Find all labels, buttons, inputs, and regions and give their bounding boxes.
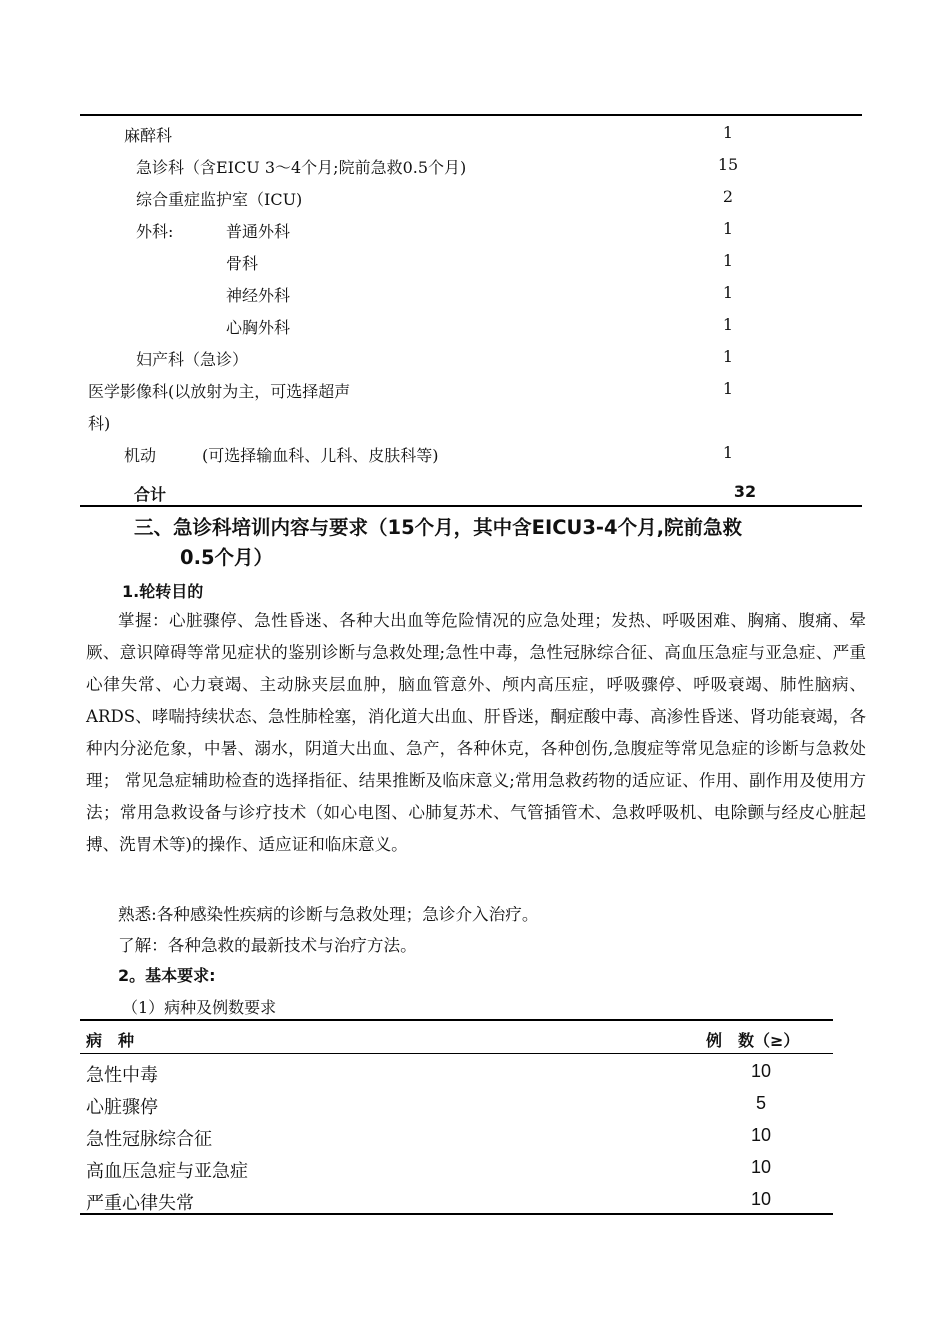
row-neurosurgery-label: 神经外科 — [226, 286, 291, 305]
total-label: 合计 — [134, 485, 167, 504]
row-icu-months: 2 — [722, 187, 734, 206]
total-value: 32 — [733, 482, 757, 501]
row-orthopedics-label: 骨科 — [226, 254, 259, 273]
case-row-count: 10 — [750, 1189, 772, 1209]
row-emergency-months: 15 — [717, 155, 739, 174]
row-emergency-label: 急诊科（含EICU 3～4个月;院前急救0.5个月) — [136, 158, 467, 177]
case-row-count: 5 — [755, 1093, 766, 1113]
case-row-disease: 严重心律失常 — [86, 1193, 194, 1213]
case-table-top-rule — [80, 1019, 833, 1021]
case-table-header-rule — [80, 1053, 833, 1054]
understand-paragraph: 了解：各种急救的最新技术与治疗方法。 — [118, 936, 417, 955]
case-row-count: 10 — [750, 1125, 772, 1145]
basic-requirements-heading: 2。基本要求: — [118, 966, 216, 985]
row-neurosurgery-months: 1 — [722, 283, 734, 302]
row-imaging-label-line2: 科) — [88, 414, 111, 433]
row-icu-label: 综合重症监护室（ICU) — [136, 190, 303, 209]
row-surgery-label: 外科: — [136, 222, 174, 241]
goal-heading: 1.轮转目的 — [122, 582, 204, 601]
section-title-line2: 0.5个月） — [180, 546, 274, 569]
case-table-header-disease: 病 种 — [86, 1031, 135, 1050]
case-row-disease: 心脏骤停 — [86, 1097, 158, 1117]
row-imaging-label-line1: 医学影像科(以放射为主，可选择超声 — [88, 382, 351, 401]
row-orthopedics-months: 1 — [722, 251, 734, 270]
case-row-count: 10 — [750, 1061, 772, 1081]
row-general-surgery-months: 1 — [722, 219, 734, 238]
master-text: 掌握：心脏骤停、急性昏迷、各种大出血等危险情况的应急处理；发热、呼吸困难、胸痛、腹痛、晕厥、意识障碍等常见症状的鉴别诊断与急救处理;急性中毒，急性冠脉综合征、高血压急症与亚急症、严重心律失常、心力衰竭、主动脉夹层血肿，脑血管意外、颅内高压症，呼吸骤停、呼吸衰竭、肺性脑病、ARDS、哮喘持续状态、急性肺栓塞，消化道大出血、肝昏迷，酮症酸中毒、高渗性昏迷、肾功能衰竭，各种内分泌危象，中暑、溺水，阴道大出血、急产，各种休克，各种创伤,急腹症等常见急症的诊断与急救处理； 常见急症辅助检查的选择指征、结果推断及临床意义;常用急救药物的适应证、作用、副作用及使用方法；常用急救设备与诊疗技术（如心电图、心肺复苏术、气管插管术、急救呼吸机、电除颤与经皮心脏起搏、洗胃术等)的操作、适应证和临床意义。 — [86, 611, 866, 854]
row-obstetrics-months: 1 — [722, 347, 734, 366]
row-cardiothoracic-months: 1 — [722, 315, 734, 334]
table-bottom-rule — [80, 505, 862, 507]
master-paragraph — [86, 605, 866, 861]
section-title-line1: 三、急诊科培训内容与要求（15个月，其中含EICU3-4个月,院前急救 — [134, 516, 742, 539]
row-flexible-label: 机动 — [124, 446, 157, 465]
row-general-surgery-label: 普通外科 — [226, 222, 291, 241]
case-requirements-subheading: （1）病种及例数要求 — [122, 998, 277, 1017]
case-row-disease: 急性冠脉综合征 — [86, 1129, 212, 1149]
row-anesthesia-months: 1 — [722, 123, 734, 142]
case-row-disease: 急性中毒 — [86, 1065, 158, 1085]
row-anesthesia-label: 麻醉科 — [124, 126, 173, 145]
row-flexible-note: (可选择输血科、儿科、皮肤科等) — [202, 446, 439, 465]
familiar-paragraph: 熟悉:各种感染性疾病的诊断与急救处理；急诊介入治疗。 — [118, 905, 539, 924]
row-obstetrics-label: 妇产科（急诊） — [136, 350, 249, 369]
row-flexible-months: 1 — [722, 443, 734, 462]
row-cardiothoracic-label: 心胸外科 — [226, 318, 291, 337]
case-row-disease: 高血压急症与亚急症 — [86, 1161, 248, 1181]
case-row-count: 10 — [750, 1157, 772, 1177]
case-table-bottom-rule — [80, 1213, 833, 1215]
table-top-rule — [80, 114, 862, 116]
case-table-header-count: 例 数（≥） — [706, 1031, 800, 1050]
row-imaging-months: 1 — [722, 379, 734, 398]
